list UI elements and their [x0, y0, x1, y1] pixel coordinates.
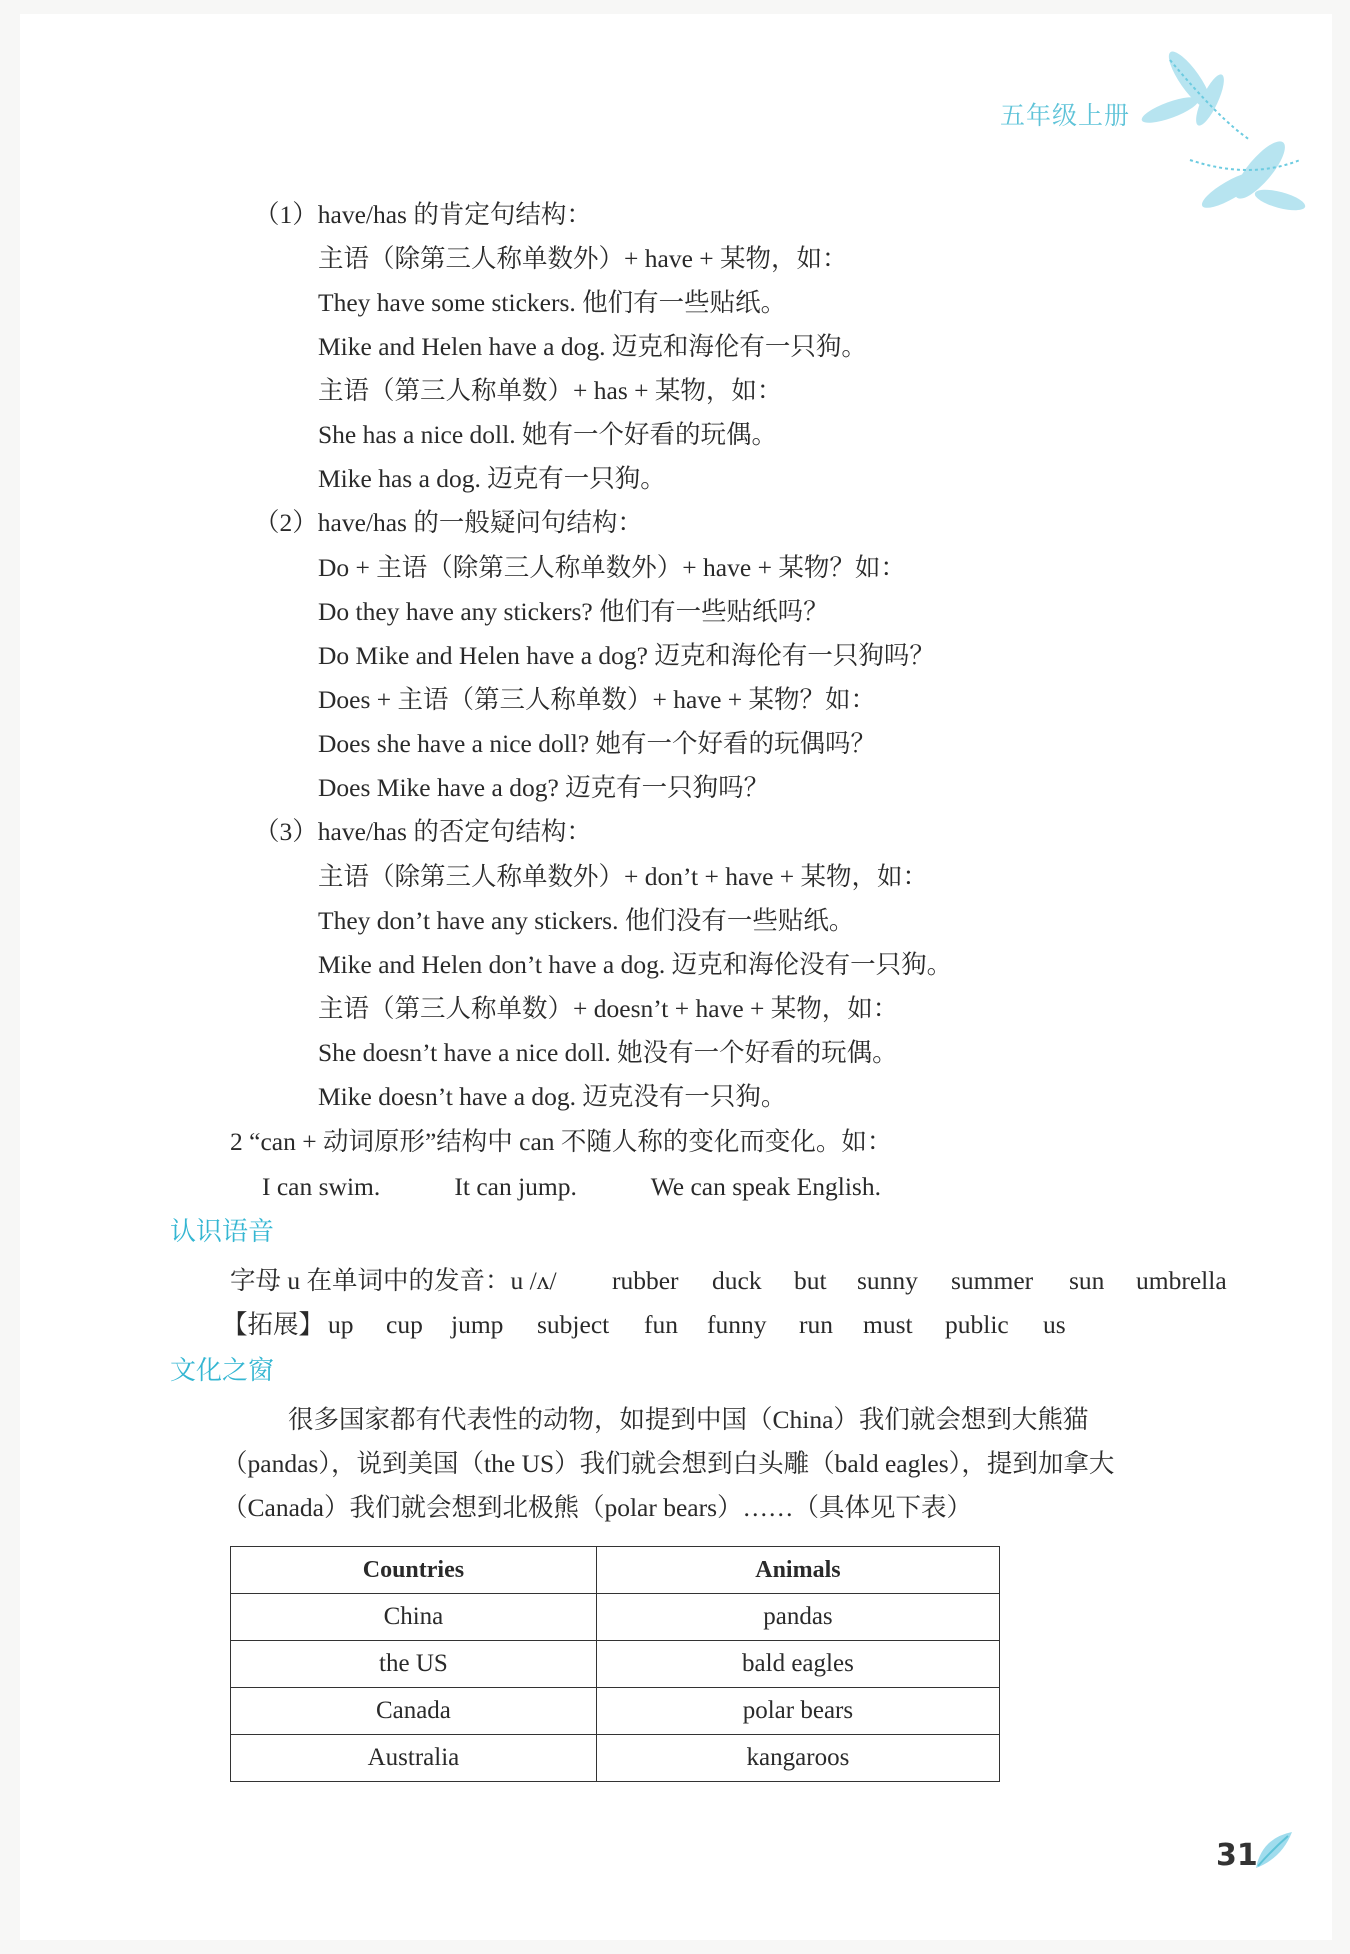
- culture-paragraph-line: （pandas），说到美国（the US）我们就会想到白头雕（bald eagles），提到加拿大: [222, 1449, 1115, 1478]
- table-cell: Canada: [231, 1688, 597, 1735]
- culture-paragraph-line: （Canada）我们就会想到北极熊（polar bears）……（具体见下表）: [222, 1493, 973, 1522]
- extend-word: public: [945, 1310, 1009, 1339]
- table-cell: bald eagles: [596, 1641, 999, 1688]
- grammar-p3-line: Mike and Helen don’t have a dog. 迈克和海伦没有一只狗。: [318, 950, 953, 979]
- leaf-icon: [1252, 1828, 1296, 1872]
- table-header-cell: Animals: [596, 1547, 999, 1594]
- grammar-p3-title: （3）have/has 的否定句结构：: [254, 817, 592, 846]
- phonics-word: but: [794, 1266, 827, 1295]
- extend-label: 【拓展】: [222, 1310, 325, 1339]
- grammar-p3-line: 主语（除第三人称单数外）+ don’t + have + 某物，如：: [318, 862, 929, 891]
- extend-word: funny: [707, 1310, 767, 1339]
- grammar-p1-line: 主语（除第三人称单数外）+ have + 某物，如：: [318, 244, 848, 273]
- phonics-words-line: [230, 1266, 1227, 1296]
- grammar-p3-line: Mike doesn’t have a dog. 迈克没有一只狗。: [318, 1082, 787, 1111]
- example-sentence: We can speak English.: [650, 1172, 881, 1201]
- table-cell: kangaroos: [596, 1735, 999, 1782]
- table-cell: China: [231, 1594, 597, 1641]
- grammar-p2-line: Do they have any stickers? 他们有一些贴纸吗？: [318, 597, 829, 626]
- extend-word: fun: [644, 1310, 678, 1339]
- dragonfly-icon: [1130, 40, 1310, 230]
- phonics-word: sunny: [857, 1266, 918, 1295]
- grammar-p1-line: They have some stickers. 他们有一些贴纸。: [318, 288, 787, 317]
- table-row: [231, 1688, 1000, 1735]
- table-header-row: [231, 1547, 1000, 1594]
- grammar-p2-line: Does she have a nice doll? 她有一个好看的玩偶吗？: [318, 729, 877, 758]
- table-cell: Australia: [231, 1735, 597, 1782]
- extend-word: up: [328, 1310, 354, 1339]
- grammar-p1-line: Mike has a dog. 迈克有一只狗。: [318, 464, 666, 493]
- grammar-p1-line: She has a nice doll. 她有一个好看的玩偶。: [318, 420, 777, 449]
- grammar-p3-line: 主语（第三人称单数）+ doesn’t + have + 某物，如：: [318, 994, 899, 1023]
- table-cell: polar bears: [596, 1688, 999, 1735]
- grammar-p3-line: She doesn’t have a nice doll. 她没有一个好看的玩偶。: [318, 1038, 898, 1067]
- example-sentence: I can swim.: [262, 1172, 381, 1201]
- phonics-extend-line: [222, 1310, 1066, 1340]
- table-cell: pandas: [596, 1594, 999, 1641]
- table-header-cell: Countries: [231, 1547, 597, 1594]
- table-row: [231, 1641, 1000, 1688]
- grammar-p1-line: 主语（第三人称单数）+ has + 某物，如：: [318, 376, 783, 405]
- grammar-p3-line: They don’t have any stickers. 他们没有一些贴纸。: [318, 906, 855, 935]
- extend-word: run: [799, 1310, 833, 1339]
- grammar-p1-line: Mike and Helen have a dog. 迈克和海伦有一只狗。: [318, 332, 867, 361]
- grammar-p2-line: Do + 主语（除第三人称单数外）+ have + 某物？如：: [318, 553, 906, 582]
- example-sentence: It can jump.: [454, 1172, 577, 1201]
- extend-word: jump: [451, 1310, 504, 1339]
- table-cell: the US: [231, 1641, 597, 1688]
- phonics-word: sun: [1069, 1266, 1105, 1295]
- grammar-p2-line: Do Mike and Helen have a dog? 迈克和海伦有一只狗吗？: [318, 641, 935, 670]
- grammar-item-2-examples: [262, 1172, 881, 1202]
- table-row: [231, 1735, 1000, 1782]
- culture-paragraph-line: 很多国家都有代表性的动物，如提到中国（China）我们就会想到大熊猫: [288, 1405, 1089, 1434]
- phonics-word: summer: [951, 1266, 1034, 1295]
- phonics-intro: 字母 u 在单词中的发音：u /ʌ/: [230, 1266, 557, 1295]
- phonics-word: umbrella: [1136, 1266, 1227, 1295]
- grammar-p2-line: Does Mike have a dog? 迈克有一只狗吗？: [318, 773, 770, 802]
- table-row: [231, 1594, 1000, 1641]
- header-title: 五年级上册: [1000, 101, 1131, 130]
- phonics-word: duck: [712, 1266, 762, 1295]
- culture-heading: 文化之窗: [170, 1356, 275, 1386]
- phonics-heading: 认识语音: [170, 1217, 275, 1247]
- phonics-word: rubber: [612, 1266, 679, 1295]
- animals-table: [230, 1546, 1000, 1782]
- extend-word: subject: [537, 1310, 610, 1339]
- extend-word: cup: [386, 1310, 423, 1339]
- grammar-p1-title: （1）have/has 的肯定句结构：: [254, 200, 592, 229]
- grammar-p2-title: （2）have/has 的一般疑问句结构：: [254, 508, 643, 537]
- extend-word: must: [863, 1310, 913, 1339]
- grammar-p2-line: Does + 主语（第三人称单数）+ have + 某物？如：: [318, 685, 877, 714]
- page-number: 31: [1216, 1838, 1258, 1873]
- extend-word: us: [1043, 1310, 1066, 1339]
- grammar-item-2: 2 “can + 动词原形”结构中 can 不随人称的变化而变化。如：: [230, 1127, 893, 1156]
